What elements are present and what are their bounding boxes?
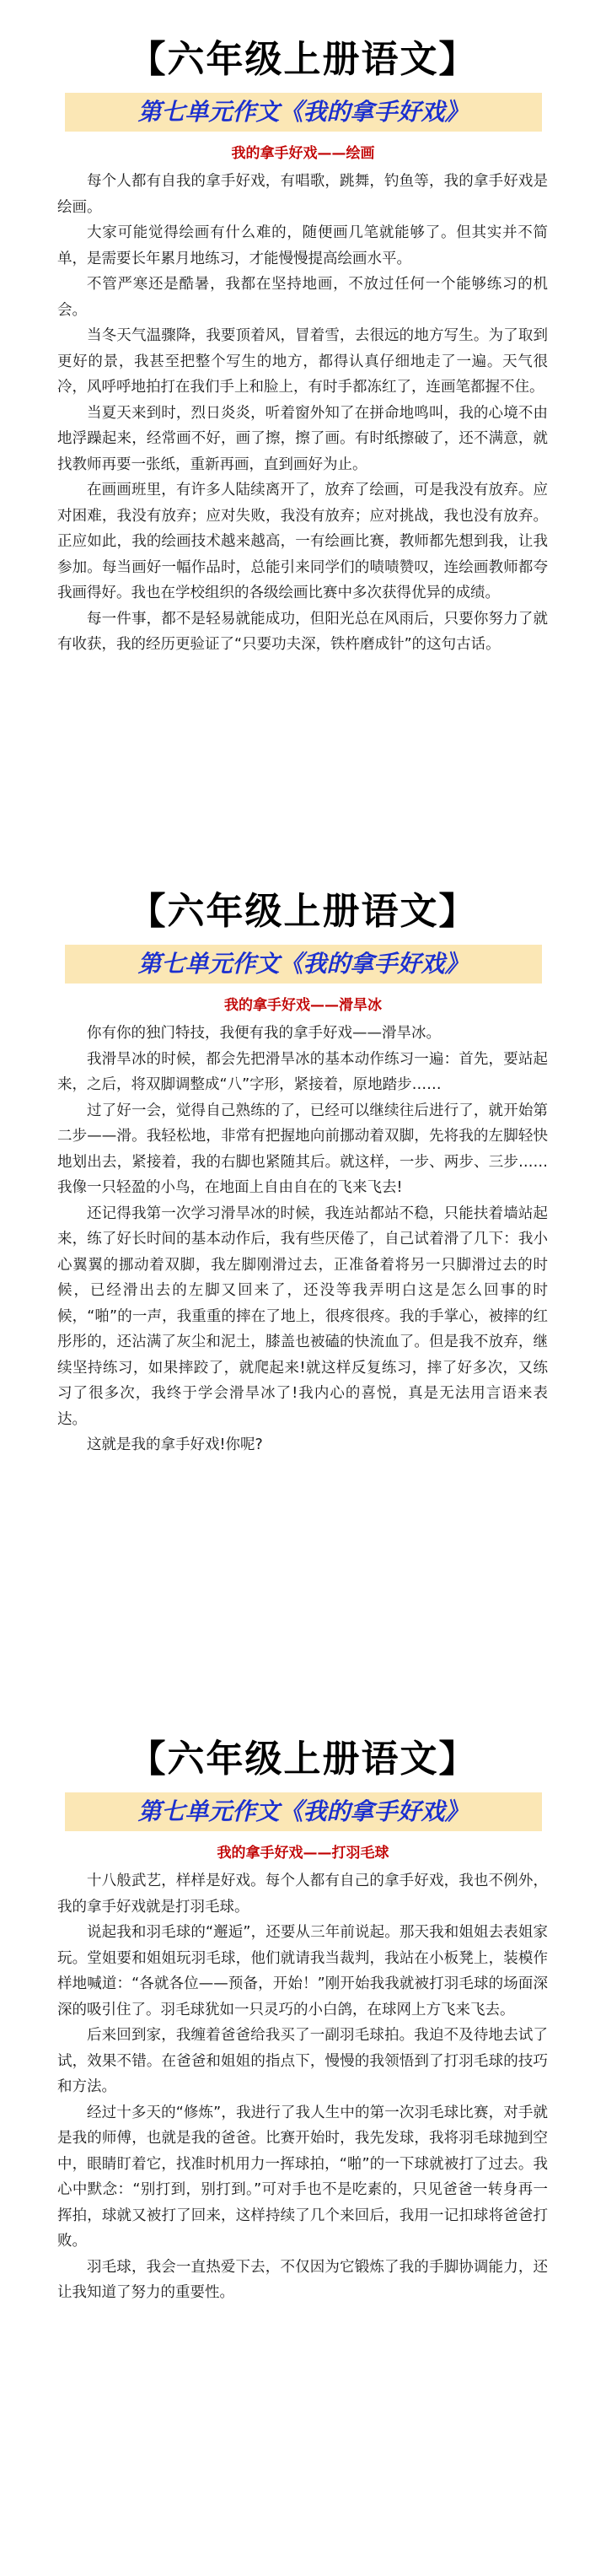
grade-banner: 【六年级上册语文】 xyxy=(128,1738,478,1781)
unit-subtitle: 第七单元作文《我的拿手好戏》 xyxy=(65,93,542,132)
paragraph: 说起我和羽毛球的“邂逅”，还要从三年前说起。那天我和姐姐去表姐家玩。堂姐要和姐姐玩羽毛球，他们就请我当裁判，我站在小板凳上，装模作样地喊道：“各就各位——预备，开始！”刚开始我我就被打羽毛球的场面深深的吸引住了。羽毛球犹如一只灵巧的小白鸽，在球网上方飞来飞去。 xyxy=(57,1924,548,2018)
grade-banner: 【六年级上册语文】 xyxy=(128,890,478,933)
paragraph: 羽毛球，我会一直热爱下去，不仅因为它锻炼了我的手脚协调能力，还让我知道了努力的重要性。 xyxy=(57,2258,548,2301)
paragraph: 还记得我第一次学习滑旱冰的时候，我连站都站不稳，只能扶着墙站起来，练了好长时间的基本动作后，我有些厌倦了，自己试着滑了几下：我小心翼翼的挪动着双脚，我左脚刚滑过去，正准备着将另一只脚滑过去的时候，已经滑出去的左脚又回来了，还没等我弄明白这是怎么回事的时候，“啪”的一声，我重重的摔在了地上，很疼很疼。我的手掌心，被摔的红彤彤的，还沾满了灰尘和泥土，膝盖也被磕的快流血了。但是我不放弃，继续坚持练习，如果摔跤了，就爬起来!就这样反复练习，摔了好多次，又练习了很多次，我终于学会滑旱冰了!我内心的喜悦，真是无法用言语来表达。 xyxy=(57,1204,548,1428)
essay-title: 我的拿手好戏——打羽毛球 xyxy=(217,1845,389,1862)
paragraph: 过了好一会，觉得自己熟练的了，已经可以继续往后进行了，就开始第二步——滑。我轻松地，非常有把握地向前挪动着双脚，先将我的左脚轻快地划出去，紧接着，我的右脚也紧随其后。就这样，一步、两步、三步……我像一只轻盈的小鸟，在地面上自由自在的飞来飞去! xyxy=(57,1102,548,1196)
paragraph: 后来回到家，我缠着爸爸给我买了一副羽毛球拍。我迫不及待地去试了试，效果不错。在爸爸和姐姐的指点下，慢慢的我领悟到了打羽毛球的技巧和方法。 xyxy=(57,2027,548,2095)
essay-title: 我的拿手好戏——滑旱冰 xyxy=(224,997,382,1014)
paragraph: 不管严寒还是酷暑，我都在坚持地画，不放过任何一个能够练习的机会。 xyxy=(57,276,548,319)
paragraph: 你有你的独门特技，我便有我的拿手好戏——滑旱冰。 xyxy=(87,1025,441,1042)
essay-title: 我的拿手好戏——绘画 xyxy=(231,145,375,162)
essay-3 xyxy=(0,1733,606,2306)
paragraph: 这就是我的拿手好戏!你呢? xyxy=(87,1436,263,1453)
paragraph: 每一件事，都不是轻易就能成功，但阳光总在风雨后，只要你努力了就有收获，我的经历更验证了“只要功夫深，铁杵磨成针”的这句古话。 xyxy=(57,610,548,653)
essay-2 xyxy=(0,886,606,1458)
paragraph: 在画画班里，有许多人陆续离开了，放弃了绘画，可是我没有放弃。应对困难，我没有放弃；应对失败，我没有放弃；应对挑战，我也没有放弃。正应如此，我的绘画技术越来越高，一有绘画比赛，教师都先想到我，让我参加。每当画好一幅作品时，总能引来同学们的啧啧赞叹，连绘画教师都夸我画得好。我也在学校组织的各级绘画比赛中多次获得优异的成绩。 xyxy=(57,482,548,601)
paragraph: 大家可能觉得绘画有什么难的，随便画几笔就能够了。但其实并不简单，是需要长年累月地练习，才能慢慢提高绘画水平。 xyxy=(57,224,548,267)
paragraph: 当夏天来到时，烈日炎炎，听着窗外知了在拼命地鸣叫，我的心境不由地浮躁起来，经常画不好，画了擦，擦了画。有时纸擦破了，还不满意，就找教师再要一张纸，重新再画，直到画好为止。 xyxy=(57,404,548,473)
essay-1 xyxy=(0,34,606,658)
paragraph: 每个人都有自我的拿手好戏，有唱歌，跳舞，钓鱼等，我的拿手好戏是绘画。 xyxy=(57,173,548,216)
unit-subtitle: 第七单元作文《我的拿手好戏》 xyxy=(65,945,542,984)
unit-subtitle: 第七单元作文《我的拿手好戏》 xyxy=(65,1792,542,1831)
paragraph: 经过十多天的“修炼”，我进行了我人生中的第一次羽毛球比赛，对手就是我的师傅，也就是我的爸爸。比赛开始时，我先发球，我将羽毛球抛到空中，眼睛盯着它，找准时机用力一挥球拍，“啪”的一下球就被打了过去。我心中默念：“别打到，别打到。”可对手也不是吃素的，只见爸爸一转身再一挥拍，球就又被打了回来，这样持续了几个来回后，我用一记扣球将爸爸打败。 xyxy=(57,2104,548,2250)
paragraph: 当冬天气温骤降，我要顶着风，冒着雪，去很远的地方写生。为了取到更好的景，我甚至把整个写生的地方，都得认真仔细地走了一遍。天气很冷，风呼呼地拍打在我们手上和脸上，有时手都冻红了，连画笔都握不住。 xyxy=(57,327,548,396)
paragraph: 我滑旱冰的时候，都会先把滑旱冰的基本动作练习一遍：首先，要站起来，之后，将双脚调整成“八”字形，紧接着，原地踏步…… xyxy=(57,1050,548,1093)
paragraph: 十八般武艺，样样是好戏。每个人都有自己的拿手好戏，我也不例外，我的拿手好戏就是打羽毛球。 xyxy=(57,1873,548,1916)
grade-banner: 【六年级上册语文】 xyxy=(128,38,478,81)
